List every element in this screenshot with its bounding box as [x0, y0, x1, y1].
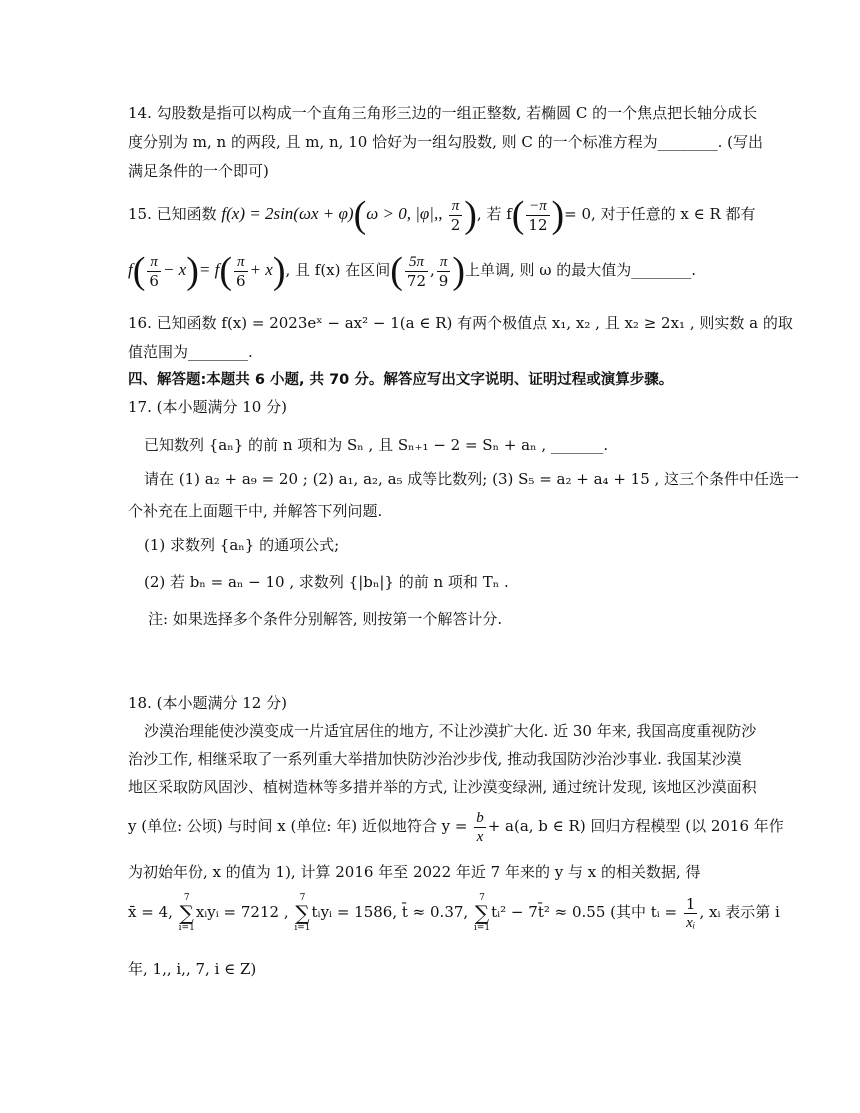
pi-over-9: $\frac{\pi}{9}$ — [438, 253, 449, 290]
q14-line2: 度分别为 m, n 的两段, 且 m, n, 10 恰好为一组勾股数, 则 C 的一个标准方程为________. (写出 — [128, 133, 764, 151]
q16-line2: 值范围为________. — [128, 343, 253, 361]
one-over-xi: $\frac{1}{\text{xᵢ}}$ — [685, 894, 696, 931]
pi-over-6-b: $\frac{\pi}{6}$ — [235, 253, 246, 290]
q15-eq0: = 0, 对于任意的 x ∈ R 都有 — [564, 205, 756, 223]
q14-line3: 满足条件的一个即可) — [128, 162, 269, 180]
pi-over-6-a: $\frac{\pi}{6}$ — [149, 253, 159, 290]
q15-line1: 15. 已知函数 f(x) = 2sin(ωx + φ)(ω > 0, |φ|,, $\frac{\pi}{2}$ ), 若 f( $\frac{-\pi}{12}$ )= 0, 对于任意的 x ∈ R 都有 — [128, 194, 756, 236]
q17-part2: (2) 若 bₙ = aₙ − 10 , 求数列 {|bₙ|} 的前 n 项和 Tₙ . — [144, 573, 509, 591]
pi-over-2: $\frac{\pi}{2}$ — [450, 197, 461, 234]
q18-line4: y (单位: 公顷) 与时间 x (单位: 年) 近似地符合 y = $\frac{b}{x}$ + a(a, b ∈ R) 回归方程模型 (以 2016 年作 — [128, 809, 784, 845]
q15-prefix: 15. 已知函数 — [128, 205, 222, 223]
q15-mid: , 若 f — [476, 205, 512, 223]
q17-line2: 请在 (1) a₂ + a₉ = 20 ; (2) a₁, a₂, a₅ 成等比数列; (3) S₅ = a₂ + a₄ + 15 , 这三个条件中任选一 — [144, 470, 800, 488]
q14-line1: 14. 勾股数是指可以构成一个直角三角形三边的一组正整数, 若椭圆 C 的一个焦点把长轴分成长 — [128, 104, 758, 122]
sum-symbol-1: 7 ∑ i=1 — [178, 893, 195, 933]
q16-line1: 16. 已知函数 f(x) = 2023eˣ − ax² − 1(a ∈ R) 有两个极值点 x₁, x₂ , 且 x₂ ≥ 2x₁ , 则实数 a 的取 — [128, 314, 793, 332]
q18-line2: 治沙工作, 相继采取了一系列重大举措加快防沙治沙步伐, 推动我国防沙治沙事业. 我国某沙漠 — [128, 750, 742, 768]
q18-header: 18. (本小题满分 12 分) — [128, 694, 287, 712]
q18-line6: x̄ = 4, 7 ∑ i=1xᵢyᵢ = 7212 , 7 ∑ i=1tᵢyᵢ = 1586, t̄ ≈ 0.37, 7 ∑ i=1tᵢ² − 7t̄² ≈ 0.55 (其中 tᵢ = $\frac{1}{\text{xᵢ}}$ , xᵢ 表示第 i — [128, 893, 780, 933]
q18-line1: 沙漠治理能使沙漠变成一片适宜居住的地方, 不让沙漠扩大化. 近 30 年来, 我国高度重视防沙 — [144, 722, 757, 740]
b-over-x: $\frac{b}{x}$ — [476, 809, 484, 845]
q15-cond: ω > 0, |φ|,, — [366, 204, 447, 223]
q18-line7: 年, 1,, i,, 7, i ∈ Z) — [128, 960, 257, 978]
q17-line3: 个补充在上面题干中, 并解答下列问题. — [128, 502, 383, 520]
q18-line5: 为初始年份, x 的值为 1), 计算 2016 年至 2022 年近 7 年来的 y 与 x 的相关数据, 得 — [128, 863, 701, 881]
q17-header: 17. (本小题满分 10 分) — [128, 398, 287, 416]
q18-line3: 地区采取防风固沙、植树造林等多措并举的方式, 让沙漠变绿洲, 通过统计发现, 该地区沙漠面积 — [128, 778, 757, 796]
section-heading: 四、解答题:本题共 6 小题, 共 70 分。解答应写出文字说明、证明过程或演算步骤。 — [128, 372, 674, 388]
sum-symbol-3: 7 ∑ i=1 — [473, 893, 491, 933]
q15-line2: f( $\frac{\pi}{6}$ − x)= f( $\frac{\pi}{6}$ + x), 且 f(x) 在区间( $\frac{5\pi}{72}$ , $\frac{\pi}{9}$ )上单调, 则 ω 的最大值为________. — [128, 250, 697, 292]
sum-symbol-2: 7 ∑ i=1 — [294, 893, 311, 933]
q15-func: f(x) = 2sin(ωx + φ) — [221, 204, 354, 223]
neg-pi-over-12: $\frac{-\pi}{12}$ — [528, 197, 548, 234]
five-pi-over-72: $\frac{5\pi}{72}$ — [406, 253, 427, 290]
q17-part1: (1) 求数列 {aₙ} 的通项公式; — [144, 536, 340, 554]
q17-note: 注: 如果选择多个条件分别解答, 则按第一个解答计分. — [148, 610, 503, 628]
q17-line1: 已知数列 {aₙ} 的前 n 项和为 Sₙ , 且 Sₙ₊₁ − 2 = Sₙ + aₙ , _______. — [144, 436, 609, 454]
